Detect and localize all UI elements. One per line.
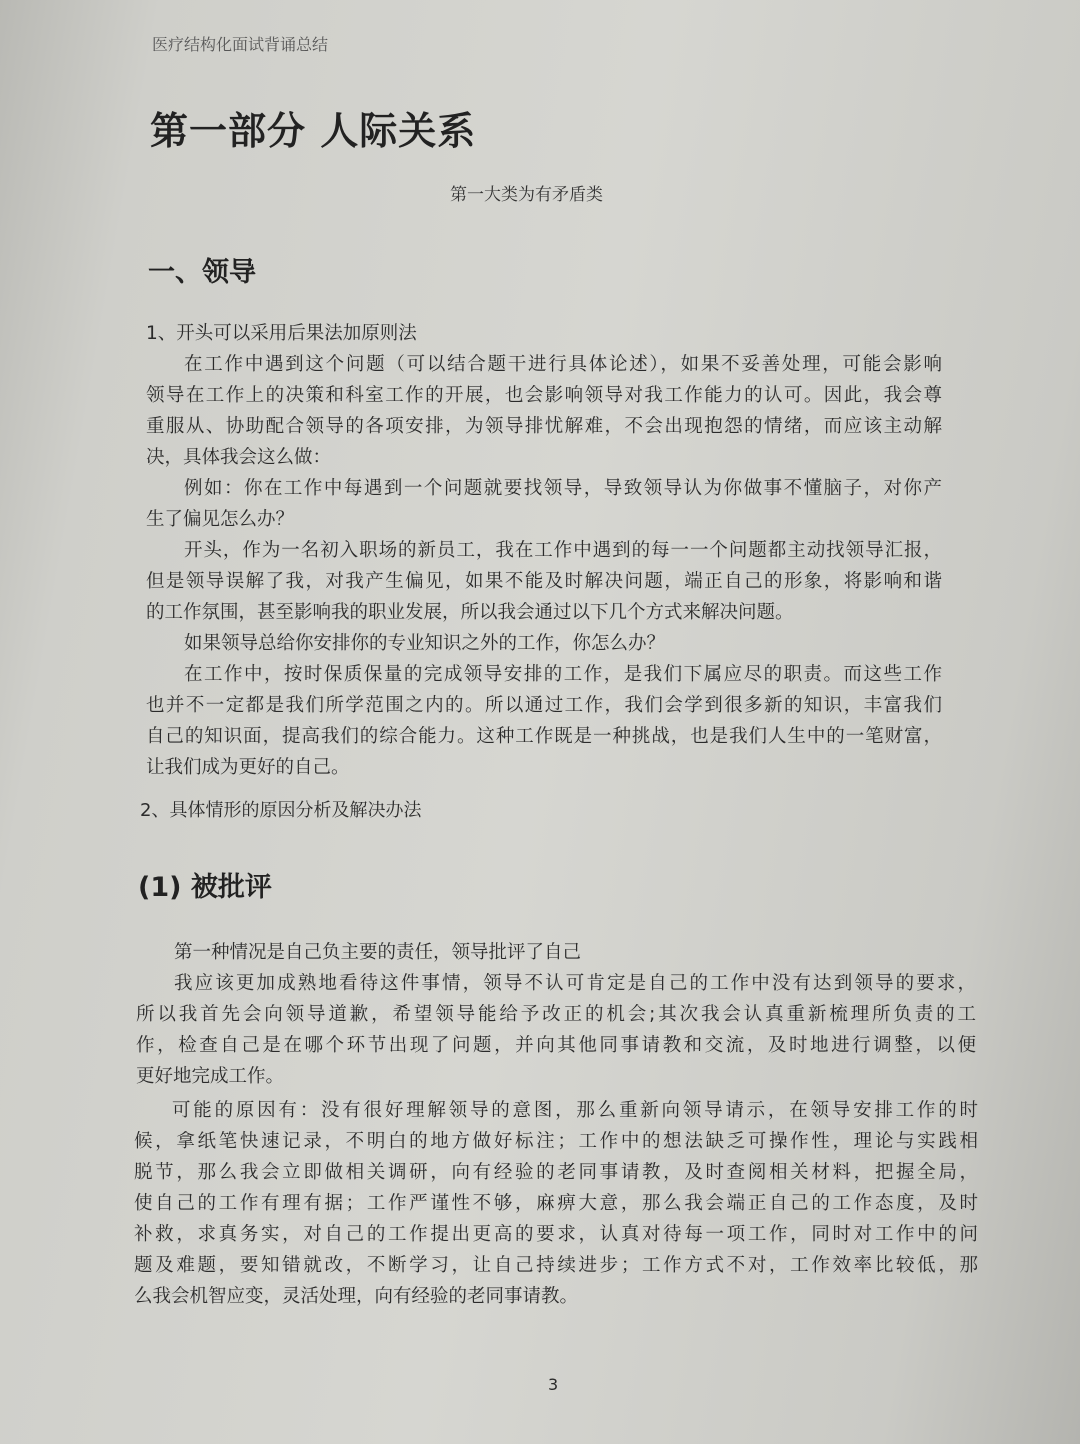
text-line: 补救，求真务实，对自己的工作提出更高的要求，认真对待每一项工作，同时对工作中的问: [134, 1224, 978, 1245]
text-line: 么我会机智应变，灵活处理，向有经验的老同事请教。: [134, 1286, 579, 1307]
text-line: 所以我首先会向领导道歉，希望领导能给予改正的机会;其次我会认真重新梳理所负责的工: [136, 1004, 976, 1025]
part-title: 第一部分 人际关系: [150, 109, 477, 153]
text-line: 生了偏见怎么办？: [146, 509, 295, 530]
text-line: 使自己的工作有理有据；工作严谨性不够，麻痹大意，那么我会端正自己的工作态度，及时: [134, 1193, 978, 1214]
text-line: 第一种情况是自己负主要的责任，领导批评了自己: [174, 942, 582, 963]
text-line: 如果领导总给你安排你的专业知识之外的工作，你怎么办？: [184, 633, 666, 654]
text-line: 题及难题，要知错就改，不断学习，让自己持续进步；工作方式不对，工作效率比较低，那: [134, 1255, 978, 1276]
text-line: 让我们成为更好的自己。: [146, 757, 350, 778]
text-line: 可能的原因有：没有很好理解领导的意图，那么重新向领导请示，在领导安排工作的时: [172, 1100, 978, 1121]
text-line: 更好地完成工作。: [136, 1066, 285, 1087]
subsection-2-heading: 2、具体情形的原因分析及解决办法: [140, 800, 422, 821]
paragraph-2: [134, 1095, 978, 1312]
page-number: 3: [548, 1375, 559, 1394]
text-line: 候，拿纸笔快速记录，不明白的地方做好标注；工作中的想法缺乏可操作性，理论与实践相: [134, 1131, 978, 1152]
text-line: 重服从、协助配合领导的各项安排，为领导排忧解难，不会出现抱怨的情绪，而应该主动解: [146, 416, 942, 437]
text-line: 但是领导误解了我，对我产生偏见，如果不能及时解决问题，端正自己的形象，将影响和谐: [146, 571, 942, 592]
text-line: 开头，作为一名初入职场的新员工，我在工作中遇到的每一一个问题都主动找领导汇报，: [184, 540, 942, 561]
text-line: 在工作中遇到这个问题（可以结合题干进行具体论述），如果不妥善处理，可能会影响: [184, 354, 942, 375]
subsection-heading: 1、开头可以采用后果法加原则法: [146, 323, 417, 344]
text-line: 例如：你在工作中每遇到一个问题就要找领导，导致领导认为你做事不懂脑子，对你产: [184, 478, 942, 499]
category-title: 第一大类为有矛盾类: [450, 185, 603, 205]
text-line: 在工作中，按时保质保量的完成领导安排的工作，是我们下属应尽的职责。而这些工作: [184, 664, 942, 685]
text-line: 作，检查自己是在哪个环节出现了问题，并向其他同事请教和交流，及时地进行调整，以便: [136, 1035, 976, 1056]
text-line: 领导在工作上的决策和科室工作的开展，也会影响领导对我工作能力的认可。因此，我会尊: [146, 385, 942, 406]
running-header: 医疗结构化面试背诵总结: [152, 35, 329, 54]
text-line: 我应该更加成熟地看待这件事情，领导不认可肯定是自己的工作中没有达到领导的要求，: [174, 973, 976, 994]
paragraph-1: [136, 937, 976, 1092]
text-line: 也并不一定都是我们所学范围之内的。所以通过工作，我们会学到很多新的知识，丰富我们: [146, 695, 942, 716]
text-line: 自己的知识面，提高我们的综合能力。这种工作既是一种挑战，也是我们人生中的一笔财富，: [146, 726, 942, 747]
text-line: 脱节，那么我会立即做相关调研，向有经验的老同事请教，及时查阅相关材料，把握全局，: [134, 1162, 978, 1183]
subsection-title: (1) 被批评: [138, 872, 272, 903]
text-line: 决，具体我会这么做：: [146, 447, 332, 468]
section-title: 一、领导: [148, 257, 256, 288]
subsection-1: [146, 318, 942, 783]
text-line: 的工作氛围，甚至影响我的职业发展，所以我会通过以下几个方式来解决问题。: [146, 602, 794, 623]
